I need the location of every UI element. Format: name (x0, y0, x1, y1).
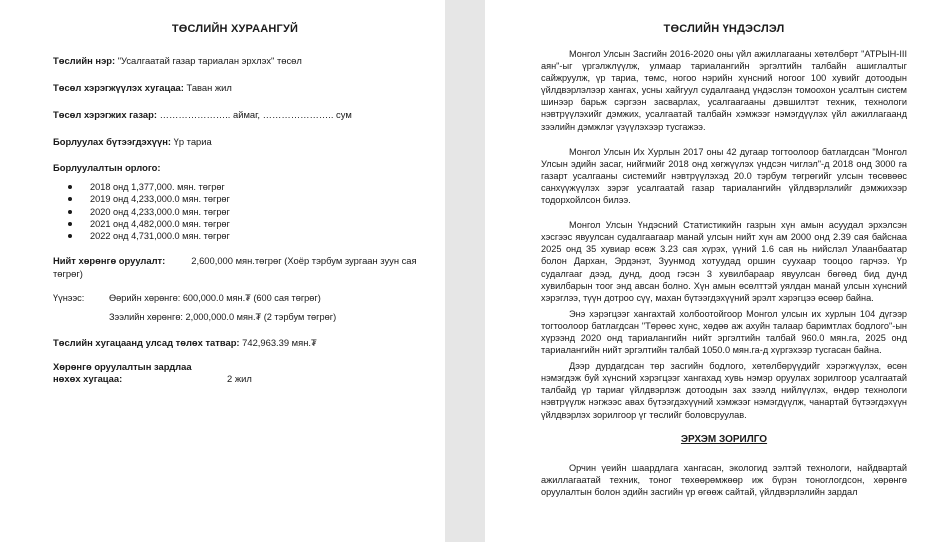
investment-value: 2,600,000 мян.төгрөг (Хоёр тэрбум зургаан зуун сая төгрөг) (53, 255, 417, 280)
paragraph: Монгол Улсын Үндэсний Статистикийн газрын хүн амын асуудал эрхэлсэн хэсгээс явуулсан судалгаагаар манай улсын нийт хүн ам 2000 онд 2.39 сая байснаа 2025 онд 35 хувиар өсөж 3.23 сая хүрэх, үүний 1.6 сая нь нийслэл Улаанбаатар болон Дархан, Эрдэнэт, Зуунмод хотуудад оршин суухаар тооцоо гарчээ. Үр судалгааг дээд, дунд, доод гэсэн 3 хувилбараар явуулсан бөгөөд бид дунд хувилбарын тоог энд авсан болно. Хүн амын өсөлттэй уялдан манай улсын хүнсний хэрэглээ, түүн дотроо сүү, махан бүтээгдэхүүний эрэлт хэрэгцээ өсөөр байна. (541, 220, 907, 303)
product-label: Борлуулах бүтээгдэхүүн: (53, 136, 172, 147)
tax-line (53, 336, 417, 349)
mission-subtitle: ЭРХЭМ ЗОРИЛГО (680, 433, 768, 445)
loan-capital: Зээлийн хөрөнгө: 2,000,000.0 мян.₮ (2 тэрбум төгрөг) (109, 312, 337, 323)
product-line (53, 135, 417, 148)
location-label: Төсөл хэрэгжих газар: (53, 109, 157, 120)
summary-title: ТӨСЛИЙН ХУРААНГУЙ (171, 23, 299, 35)
revenue-label: Борлуулалтын орлого: (53, 162, 161, 173)
paragraph: Монгол Улсын Засгийн 2016-2020 оны үйл ажиллагааны хөтөлбөрт "АТРЫН-III аян"-ыг үргэлжлүүлж, улмаар тариалангийн эргэлтийн талбайн ашиглалтыг сайжруулж, үр тариа, төмс, ногоо нэрийн хүнсний ногоог 100 хувийг дотоодын үйлдвэрлэлээр хангах, усны хайгуул судалгаанд үндэслэн томоохон усалтын систем шинээр барьж сэргээн засварлах, усалгаагааны дэвшилтэт техник, технологи нэвтрүүлэхийг дэмжих, усалгаатай талбайн хэмжээг нэмэгдүүлэх үйл ажиллагаанд зээлийн дэмжлэг үзүүлэхээр тусгажээ. (541, 49, 907, 132)
project-name-value: "Усалгаатай газар тариалан эрхлэх" төсөл (115, 55, 302, 66)
paragraph: Энэ хэрэгцээг хангахтай холбоотойгоор Монгол улсын их хурлын 104 дүгээр тогтоолоор батлагдсан "Төрөөс хүнс, хөдөө аж ахуйн талаар баримтлах бодлого"-ын хүрээнд 2020 онд тариалангийн нийт эргэлтийн талбай 960.0 мян.га, 2025 онд тариалангийн нийт эргэлтийн талбай 1050.0 мян.га-д хүргэхээр тусгасан байна. (541, 308, 907, 356)
list-item: 2022 онд 4,731,000.0 мян. төгрөг (80, 230, 417, 242)
revenue-list (53, 181, 417, 242)
payback-value: 2 жил (227, 373, 252, 385)
rationale-title: ТӨСЛИЙН ҮНДЭСЛЭЛ (663, 23, 785, 35)
product-value: Үр тариа (171, 136, 212, 147)
tax-label: Төслийн хугацаанд улсад төлөх татвар: (53, 337, 240, 349)
list-item: 2020 онд 4,233,000.0 мян. төгрөг (80, 206, 417, 218)
investment-line (53, 254, 417, 280)
summary-page (0, 0, 445, 542)
composition-row (53, 292, 417, 304)
composition-label: Үүнээс: (53, 293, 85, 304)
investment-label: Нийт хөрөнгө оруулалт: (53, 255, 166, 267)
duration-line (53, 81, 417, 94)
page-gap (445, 0, 485, 542)
project-name-line (53, 54, 417, 67)
payback-label-line-1: Хөрөнгө оруулалтын зардлаа (53, 361, 192, 373)
payback-label-line-2: нөхөх хугацаа: (53, 373, 123, 385)
list-item: 2019 онд 4,233,000.0 мян. төгрөг (80, 193, 417, 205)
payback-row (53, 373, 417, 385)
paragraph: Орчин үеийн шаардлага хангасан, экологид ээлтэй технологи, найдвартай ажиллагаатай техник, тоног төхөөрөмжөөр иж бүрэн тоноглогдсон, хөрөнгө оруулалтын болон эдийн засгийн үр өгөөж сайтай, үйлдвэрлэлийн зардал (541, 462, 907, 497)
project-name-label: Төслийн нэр: (53, 55, 116, 66)
own-capital: Өөрийн хөрөнгө: 600,000.0 мян.₮ (600 сая төгрөг) (109, 293, 321, 304)
duration-value: Таван жил (183, 82, 232, 93)
paragraph: Монгол Улсын Их Хурлын 2017 оны 42 дугаар тогтоолоор батлагдсан "Монгол Улсын эдийн засаг, нийгмийг 2018 онд хөгжүүлэх үндсэн чиглэл"-д 2018 онд 3000 га газарт усалгааны системийг нэвтрүүлэхэд 20.0 тэрбум төгрөгийг улсын төсөвөөс санхүүжүүлэх зэрэг усалгаатай газар тариалангийн үйлдвэрлэлийг дэмжихээр тодорхойлсон билээ. (541, 146, 907, 206)
list-item: 2021 онд 4,482,000.0 мян. төгрөг (80, 218, 417, 230)
list-item: 2018 онд 1,377,000. мян. төгрөг (80, 181, 417, 193)
paragraph: Дээр дурдагдсан төр засгийн бодлого, хөтөлбөрүүдийг хэрэгжүүлэх, өсөн нэмэгдэж буй хүнсний хэрэгцээг хангахад хувь нэмэр оруулах зорилгоор усалгаатай талбайд үр тариаг үйлдвэрлэж дотоодын зах зээлд нийлүүлэх, өндөр технологи нэвтрүүлж нэгжээс авах бүтээгдэхүүний хэмжээг нэмэгдүүлж, чанартай бүтээгдэхүүн үйлдвэрлэх зорилгоор үг төслийг боловсруулав. (541, 361, 907, 420)
rationale-page (485, 0, 937, 542)
location-line (53, 108, 417, 121)
location-value: ………………….. аймаг, ………………….. сум (156, 109, 352, 120)
tax-value: 742,963.39 мян.₮ (239, 337, 317, 349)
duration-label: Төсөл хэрэгжүүлэх хугацаа: (53, 82, 184, 93)
